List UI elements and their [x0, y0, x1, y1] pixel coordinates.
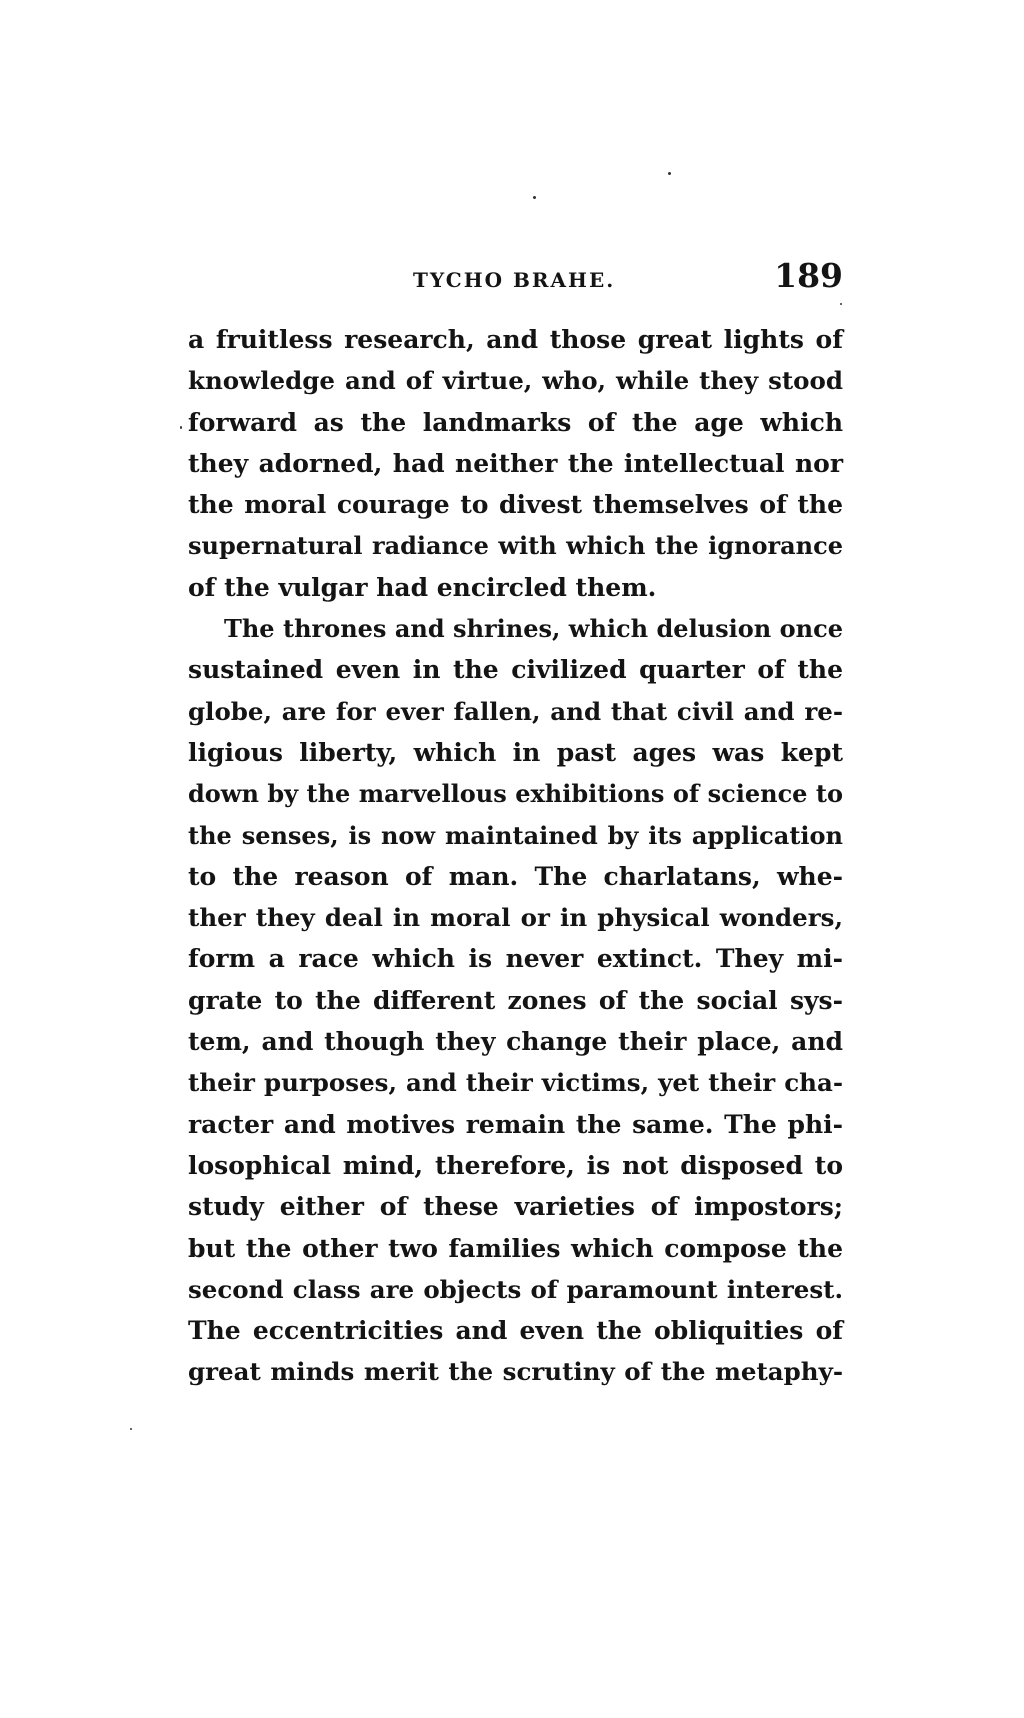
text-line: a fruitless research, and those great lights of [188, 325, 843, 354]
body-text [188, 319, 843, 1393]
text-line: form a race which is never extinct. They mi- [188, 944, 843, 974]
text-line: they adorned, had neither the intellectual nor [188, 448, 843, 478]
text-line: to the reason of man. The charlatans, whe- [188, 861, 843, 891]
text-line: ther they deal in moral or in physical wonders, [188, 903, 843, 933]
speck-mark [533, 196, 536, 199]
text-line: of the vulgar had encircled them. [188, 572, 657, 602]
text-line: the senses, is now maintained by its application [188, 820, 843, 850]
text-line: but the other two families which compose the [188, 1233, 843, 1263]
text-line: losophical mind, therefore, is not disposed to [188, 1150, 843, 1180]
text-line: racter and motives remain the same. The phi- [188, 1109, 843, 1139]
speck-mark [668, 172, 671, 175]
running-title: TYCHO BRAHE. [413, 268, 616, 292]
text-line: their purposes, and their victims, yet their cha- [188, 1068, 843, 1098]
text-line: globe, are for ever fallen, and that civil and re- [188, 696, 843, 726]
text-line: The eccentricities and even the obliquities of [188, 1316, 843, 1346]
text-line: great minds merit the scrutiny of the metaphy- [188, 1357, 843, 1387]
text-line: the moral courage to divest themselves of the [188, 490, 843, 520]
speck-mark [840, 303, 842, 305]
text-line: knowledge and of virtue, who, while they stood [188, 366, 843, 396]
speck-mark [130, 1428, 132, 1430]
text-line: study either of these varieties of impostors; [188, 1192, 843, 1222]
text-line: grate to the different zones of the social sys- [188, 985, 843, 1015]
speck-mark [180, 426, 182, 429]
text-line: sustained even in the civilized quarter of the [188, 655, 843, 685]
paragraph-start-line: The thrones and shrines, which delusion once [224, 614, 843, 644]
text-line: down by the marvellous exhibitions of science to [188, 779, 843, 809]
text-line: supernatural radiance with which the ignorance [188, 531, 843, 561]
page-number: 189 [774, 256, 843, 295]
running-header [188, 256, 843, 300]
text-line: ligious liberty, which in past ages was kept [188, 737, 843, 767]
text-line: forward as the landmarks of the age which [188, 407, 843, 437]
text-line: tem, and though they change their place, and [188, 1027, 843, 1057]
text-line: second class are objects of paramount interest. [188, 1274, 843, 1304]
